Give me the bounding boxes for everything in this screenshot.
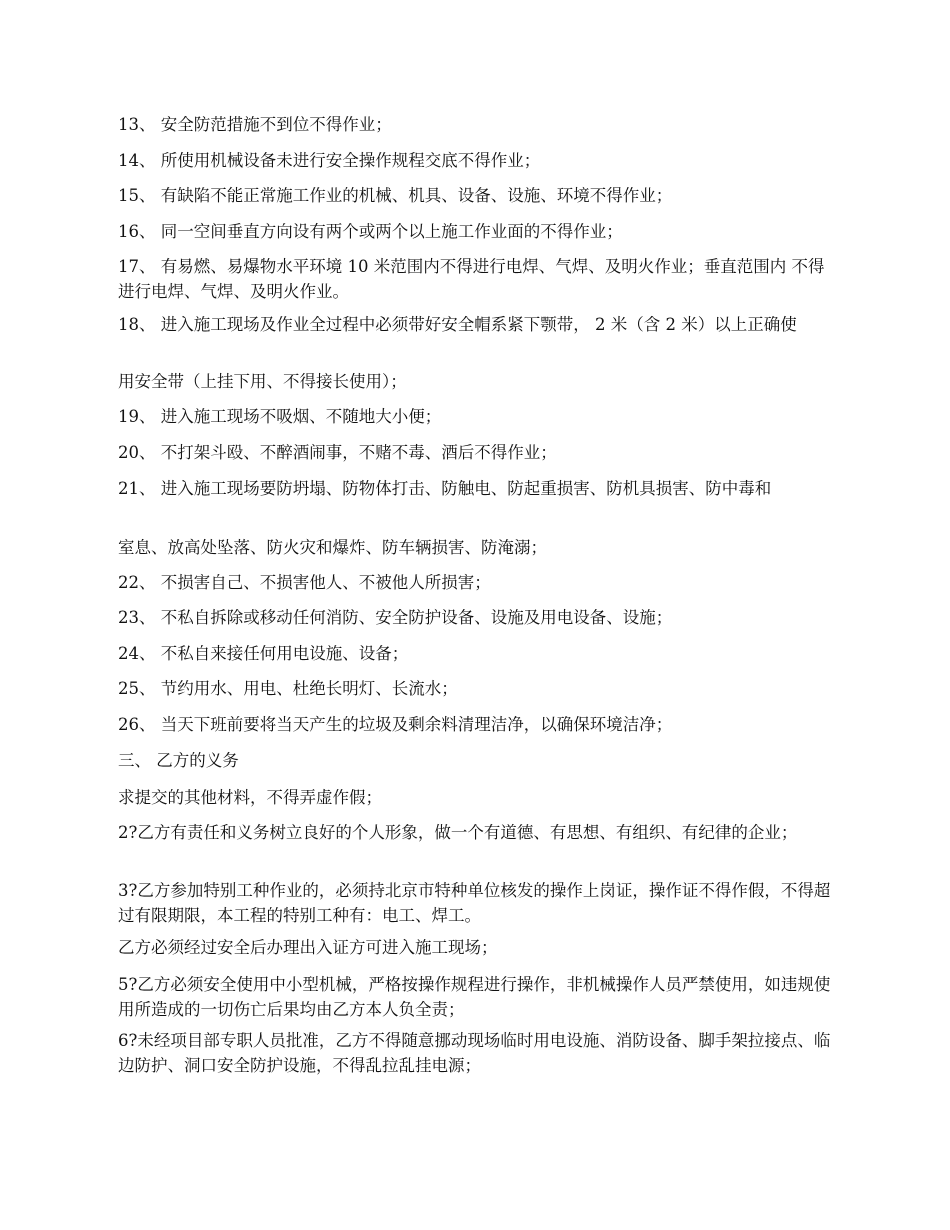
paragraph-item-22: 22、 不损害自己、不损害他人、不被他人所损害； bbox=[118, 573, 491, 592]
paragraph-item-23: 23、 不私自拆除或移动任何消防、安全防护设备、设施及用电设备、设施； bbox=[118, 608, 673, 627]
paragraph-item-21: 21、 进入施工现场要防坍塌、防物体打击、防触电、防起重损害、防机具损害、防中毒和 bbox=[118, 479, 772, 498]
paragraph-obligation-4: 乙方必须经过安全后办理出入证方可进入施工现场； bbox=[118, 938, 498, 957]
paragraph-item-18: 18、 进入施工现场及作业全过程中必须带好安全帽系紧下颚带， 2 米（含 2 米）以上正确使 bbox=[118, 315, 797, 334]
paragraph-item-14: 14、 所使用机械设备未进行安全操作规程交底不得作业； bbox=[118, 151, 541, 170]
paragraph-item-21-cont: 室息、放高处坠落、防火灾和爆炸、防车辆损害、防淹溺； bbox=[118, 538, 547, 557]
paragraph-item-17: 17、 有易燃、易爆物水平环境 10 米范围内不得进行电焊、气焊、及明火作业；垂直范围内 不得进行电焊、气焊、及明火作业。 bbox=[118, 257, 825, 301]
paragraph-item-13: 13、 安全防范措施不到位不得作业； bbox=[118, 115, 392, 134]
paragraph-item-20: 20、 不打架斗殴、不醉酒闹事，不赌不毒、酒后不得作业； bbox=[118, 443, 557, 462]
paragraph-item-25: 25、 节约用水、用电、杜绝长明灯、长流水； bbox=[118, 679, 458, 698]
paragraph-item-16: 16、 同一空间垂直方向设有两个或两个以上施工作业面的不得作业； bbox=[118, 222, 623, 241]
paragraph-obligation-6: 6?未经项目部专职人员批准，乙方不得随意挪动现场临时用电设施、消防设备、脚手架拉接点、临 边防护、洞口安全防护设施，不得乱拉乱挂电源； bbox=[118, 1031, 836, 1075]
paragraph-obligation-5: 5?乙方必须安全使用中小型机械，严格按操作规程进行操作，非机械操作人员严禁使用，如违规使 用所造成的一切伤亡后果均由乙方本人负全责； bbox=[118, 975, 836, 1019]
paragraph-obligation-3: 3?乙方参加特别工种作业的，必须持北京市特种单位核发的操作上岗证，操作证不得作假，不得超 过有限期限，本工程的特别工种有：电工、焊工。 bbox=[118, 881, 836, 925]
paragraph-item-26: 26、 当天下班前要将当天产生的垃圾及剩余料清理洁净，以确保环境洁净； bbox=[118, 715, 673, 734]
paragraph-item-18-cont: 用安全带（上挂下用、不得接长使用）； bbox=[118, 372, 407, 391]
paragraph-obligation-1: 求提交的其他材料，不得弄虚作假； bbox=[118, 788, 382, 807]
paragraph-item-15: 15、 有缺陷不能正常施工作业的机械、机具、设备、设施、环境不得作业； bbox=[118, 186, 673, 205]
paragraph-item-19: 19、 进入施工现场不吸烟、不随地大小便； bbox=[118, 407, 442, 426]
paragraph-item-24: 24、 不私自来接任何用电设施、设备； bbox=[118, 644, 409, 663]
section-heading: 三、 乙方的义务 bbox=[118, 751, 239, 770]
paragraph-obligation-2: 2?乙方有责任和义务树立良好的个人形象，做一个有道德、有思想、有组织、有纪律的企业； bbox=[118, 823, 798, 842]
